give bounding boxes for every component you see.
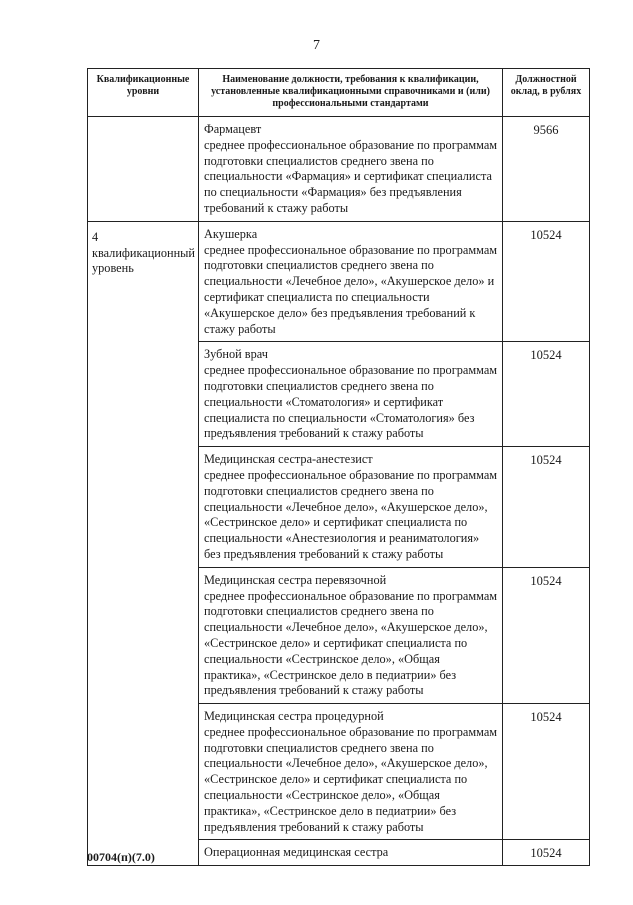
salary-cell: 10524 (503, 221, 590, 342)
salary-cell: 10524 (503, 567, 590, 703)
position-cell (199, 342, 503, 447)
position-cell (199, 221, 503, 342)
salary-cell: 9566 (503, 117, 590, 222)
qualification-level-cell: 4 квалификационный уровень (88, 221, 199, 866)
qualification-table (87, 68, 590, 866)
position-title: Операционная медицинская сестра (204, 845, 389, 860)
position-cell (199, 840, 503, 866)
position-cell (199, 117, 503, 222)
position-title: Фармацевт (204, 122, 262, 136)
position-cell (199, 704, 503, 840)
position-requirements: среднее профессиональное образование по программам подготовки специалистов среднего звена по специальности «Фармация» и сертификат специалиста по специальности «Фармация» без предъявления требований к стажу работы (204, 137, 498, 215)
position-requirements: среднее профессиональное образование по программам подготовки специалистов среднего звена по специальности «Стоматология» и сертификат специалиста по специальности «Стоматология» без предъявления требований к стажу работы (204, 363, 498, 441)
position-title: Акушерка (204, 226, 258, 241)
document-code: 00704(п)(7.0) (87, 850, 155, 864)
position-title: Медицинская сестра-анестезист (204, 452, 373, 467)
position-requirements: среднее профессиональное образование по программам подготовки специалистов среднего звена по специальности «Лечебное дело», «Акушерское дело», «Сестринское дело» и сертификат специалиста по специальности «Анестезиология и реаниматология» без предъявления требований к стажу работы (204, 467, 498, 561)
position-requirements: среднее профессиональное образование по программам подготовки специалистов среднего звена по специальности «Лечебное дело», «Акушерское дело» и сертификат специалиста по специальности «Акушерское дело» без предъявления требований к стажу работы (204, 242, 498, 336)
page-number: 7 (313, 38, 320, 53)
table-row (88, 117, 590, 222)
position-requirements: среднее профессиональное образование по программам подготовки специалистов среднего звена по специальности «Лечебное дело», «Акушерское дело», «Сестринское дело» и сертификат специалиста по специальности «Сестринское дело», «Общая практика», «Сестринское дело в педиатрии» без предъявления требований к стажу работы (204, 588, 498, 698)
header-salary: Должностной оклад, в рублях (503, 69, 590, 117)
qualification-level-cell (88, 117, 199, 222)
header-position: Наименование должности, требования к квалификации, установленные квалификационными справочниками и (или) профессиональными стандартами (199, 69, 503, 117)
table-header-row (88, 69, 590, 117)
position-requirements: среднее профессиональное образование по программам подготовки специалистов среднего звена по специальности «Лечебное дело», «Акушерское дело», «Сестринское дело» и сертификат специалиста по специальности «Сестринское дело», «Общая практика», «Сестринское дело в педиатрии» без предъявления требований к стажу работы (204, 724, 498, 834)
position-cell (199, 447, 503, 568)
position-title: Медицинская сестра процедурной (204, 709, 384, 724)
table-row (88, 221, 590, 342)
position-title: Зубной врач (204, 347, 268, 362)
salary-cell: 10524 (503, 704, 590, 840)
header-level: Квалификационные уровни (88, 69, 199, 117)
salary-cell: 10524 (503, 342, 590, 447)
salary-cell: 10524 (503, 447, 590, 568)
position-title: Медицинская сестра перевязочной (204, 572, 387, 587)
position-cell (199, 567, 503, 703)
salary-cell: 10524 (503, 840, 590, 866)
